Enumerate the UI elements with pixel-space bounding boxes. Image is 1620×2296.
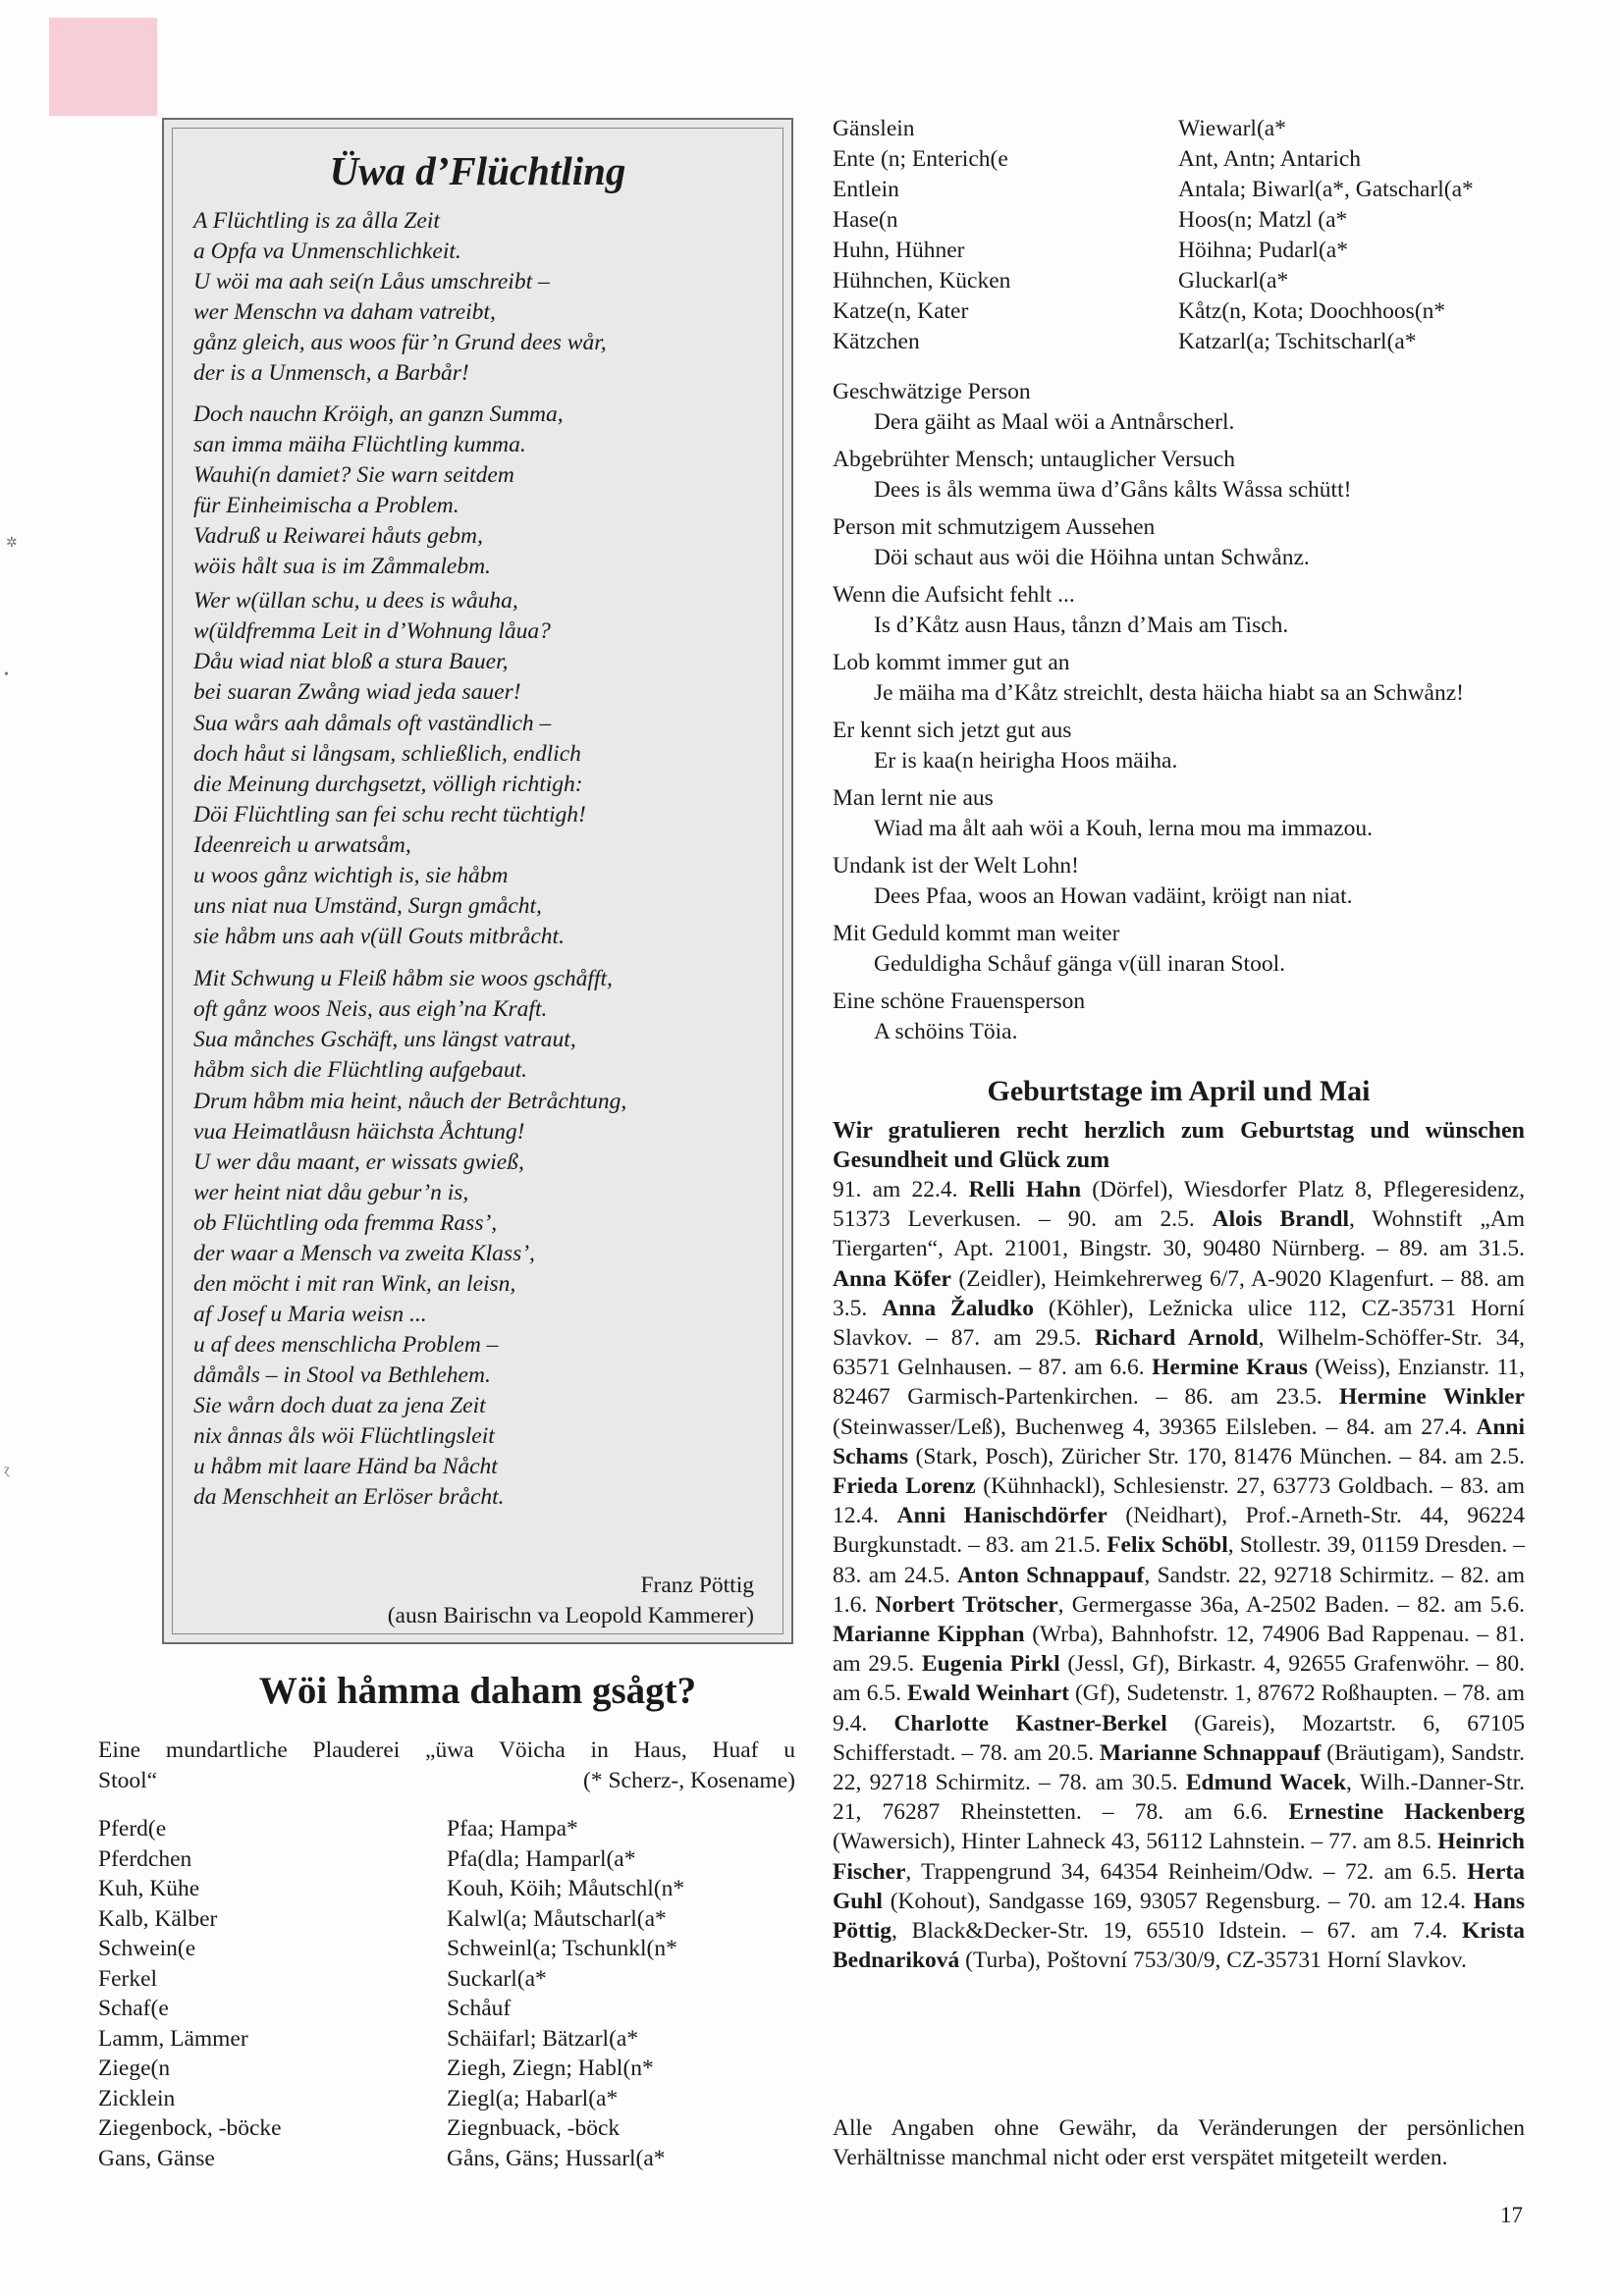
birthday-name: Krista Bednariková (833, 1918, 1525, 1974)
poem-line: Sua månches Gschäft, uns längst vatraut, (193, 1027, 576, 1052)
word-pair (833, 329, 1525, 359)
birthday-date: 87. am 6.6. (1038, 1355, 1153, 1381)
margin-mark: • (4, 667, 9, 682)
poem-line: u woos gånz wichtigh is, sie håbm (193, 863, 509, 888)
birthday-name: Heinrich Fischer (833, 1829, 1525, 1885)
saying-meaning: Person mit schmutzigem Aussehen (833, 514, 1156, 540)
birthday-date: 77. am 8.5. (1328, 1829, 1438, 1855)
poem-line: u håbm mit laare Händ ba Nåcht (193, 1454, 498, 1479)
birthday-date: 89. am 31.5. (1399, 1236, 1525, 1262)
birthday-address: (Neidhart), Prof.-Arneth-Str. 44, 96224 Burgkunstadt. – (833, 1503, 1526, 1559)
dialect-word: Kouh, Köih; Måutschl(n* (447, 1876, 685, 1901)
saying-dialect: Dees Pfaa, woos an Howan vadäint, kröigt nan niat. (874, 883, 1353, 909)
dialect-word: Schweinl(a; Tschunkl(n* (447, 1936, 677, 1961)
poem-line: w(üldfremma Leit in d’Wohnung låua? (193, 618, 551, 644)
birthday-name: Anni Schams (833, 1414, 1526, 1469)
poem-line: die Meinung durchgsetzt, völligh richtigh: (193, 772, 583, 797)
word-pair (98, 2026, 795, 2056)
dialect-word: Hoos(n; Matzl (a* (1178, 207, 1348, 233)
poem-box (162, 118, 793, 1644)
saying-meaning: Eine schöne Frauensperson (833, 988, 1086, 1014)
word-pairs-right (833, 116, 1525, 359)
poem-line: Sua wårs aah dåmals oft vaständlich – (193, 711, 552, 736)
dialect-word: Katzarl(a; Tschitscharl(a* (1178, 329, 1417, 354)
birthday-date: 84. am 2.5. (1418, 1443, 1525, 1469)
poem-line: gånz gleich, aus woos für’n Grund dees wår, (193, 330, 607, 355)
birthday-name: Richard Arnold (1095, 1325, 1259, 1352)
birthday-name: Hans Pöttig (833, 1888, 1525, 1945)
saying-dialect: Er is kaa(n heirigha Hoos mäiha. (874, 748, 1178, 774)
word-pair (98, 2086, 795, 2116)
poem-line: Döi Flüchtling san fei schu recht tüchtigh! (193, 802, 586, 828)
birthday-date: 91. am 22.4. (833, 1177, 969, 1202)
poem-line: Wer w(üllan schu, u dees is wåuha, (193, 588, 518, 614)
word-pair (98, 1846, 795, 1877)
poem-line: Doch nauchn Kröigh, an ganzn Summa, (193, 401, 564, 427)
saying (833, 987, 1525, 1047)
birthday-address: , Wilhelm-Schöffer-Str. 34, 63571 Gelnhausen. – (833, 1325, 1526, 1381)
standard-word: Ziegenbock, -böcke (98, 2115, 282, 2141)
birthday-date: 88. am 3.5. (833, 1265, 1526, 1321)
birthday-name: Anna Köfer (833, 1265, 951, 1292)
birthday-address: , Germergasse 36a, A-2502 Baden. – (1057, 1591, 1418, 1618)
standard-word: Schwein(e (98, 1936, 196, 1961)
standard-word: Lamm, Lämmer (98, 2025, 248, 2052)
poem-line: san imma mäiha Flüchtling kumma. (193, 432, 526, 457)
saying-meaning: Lob kommt immer gut an (833, 650, 1070, 675)
word-pair (98, 1906, 795, 1937)
word-pair (98, 1966, 795, 1997)
birthday-name: Marianne Kipphan (833, 1622, 1025, 1648)
poem-line: dåmåls – in Stool va Bethlehem. (193, 1362, 491, 1388)
birthday-address: , Trappengrund 34, 64354 Reinheim/Odw. – (905, 1858, 1345, 1885)
birthday-name: Edmund Wacek (1185, 1770, 1347, 1796)
dialect-word: Kåtz(n, Kota; Doochhoos(n* (1178, 298, 1446, 324)
saying-dialect: Je mäiha ma d’Kåtz streichlt, desta häicha hiabt sa an Schwånz! (874, 680, 1464, 706)
poem-line: wer heint niat dåu gebur’n is, (193, 1180, 469, 1205)
standard-word: Pferd(e (98, 1816, 167, 1842)
standard-word: Entlein (833, 177, 899, 202)
birthday-address: (Jessl, Gf), Birkastr. 4, 92655 Grafenwöhr. – (1059, 1651, 1496, 1678)
dialect-word: Ziegh, Ziegn; Habl(n* (447, 2056, 654, 2081)
birthday-date: 78. am 9.4. (833, 1681, 1525, 1736)
saying-dialect: Dera gäiht as Maal wöi a Antnårscherl. (874, 409, 1235, 435)
poem-line: nix ånnas åls wöi Flüchtlingsleit (193, 1423, 495, 1449)
birthday-list (833, 1175, 1525, 1975)
standard-word: Hühnchen, Kücken (833, 268, 1011, 294)
poem-stanza (193, 964, 613, 1086)
word-pair (833, 146, 1525, 177)
word-pair (98, 1816, 795, 1846)
dialect-word: Gluckarl(a* (1178, 268, 1289, 294)
saying-meaning: Geschwätzige Person (833, 379, 1031, 404)
poem-line: Dåu wiad niat bloß a stura Bauer, (193, 649, 509, 674)
birthday-name: Anni Hanischdörfer (896, 1503, 1107, 1529)
birthday-date: 78. am 20.5. (979, 1739, 1101, 1766)
poem-line: vua Heimatlåusn häichsta Åchtung! (193, 1119, 525, 1145)
poem-line: wer Menschn va daham vatreibt, (193, 299, 496, 325)
poem-line: Ideenreich u arwatsåm, (193, 832, 411, 858)
page-number: 17 (1500, 2203, 1523, 2227)
intro-note: (* Scherz-, Kosename) (583, 1768, 795, 1793)
birthday-date: 83. am 24.5. (833, 1562, 958, 1588)
birthday-title: Geburtstage im April und Mai (987, 1075, 1371, 1107)
birthday-address: (Weiss), Enzianstr. 11, 82467 Garmisch-Partenkirchen. – (833, 1355, 1526, 1411)
poem-line: für Einheimischa a Problem. (193, 493, 459, 518)
birthday-date: 86. am 23.5. (1184, 1384, 1340, 1411)
poem-stanza (193, 586, 551, 708)
birthday-address: (Köhler), Ležnicka ulice 112, CZ-35731 Horní Slavkov. – (833, 1295, 1525, 1352)
birthday-name: Anton Schnappauf (957, 1562, 1145, 1588)
word-pair (98, 1876, 795, 1906)
birthday-date: 82. am 1.6. (833, 1562, 1526, 1618)
saying-dialect: Döi schaut aus wöi die Höihna untan Schwånz. (874, 545, 1310, 570)
poem-line: da Menschheit an Erlöser bråcht. (193, 1484, 505, 1510)
dialect-word: Ant, Antn; Antarich (1178, 146, 1362, 172)
poem-line: Wauhi(n damiet? Sie warn seitdem (193, 462, 514, 488)
birthday-address: (Gf), Sudetenstr. 1, 87672 Roßhaupten. – (1068, 1681, 1462, 1707)
birthday-name: Anna Žaludko (882, 1295, 1034, 1321)
poem-title: Üwa d’Flüchtling (329, 148, 626, 193)
standard-word: Katze(n, Kater (833, 298, 969, 324)
standard-word: Ente (n; Enterich(e (833, 146, 1008, 172)
poem-line: uns niat nua Umständ, Surgn gmåcht, (193, 893, 542, 919)
birthday-address: (Steinwasser/Leß), Buchenweg 4, 39365 Eilsleben. – (833, 1414, 1347, 1440)
poem-stanza (193, 1087, 626, 1513)
poem-line: u af dees menschlicha Problem – (193, 1332, 499, 1358)
birthday-address: , Sandstr. 22, 92718 Schirmitz. – (1144, 1562, 1461, 1588)
sayings-list (833, 377, 1525, 1054)
intro-left: Stool“ (98, 1768, 158, 1793)
poem-stanza (193, 709, 586, 952)
word-pair (833, 268, 1525, 298)
birthday-name: Norbert Trötscher (875, 1591, 1058, 1618)
birthday-date: 84. am 27.4. (1346, 1414, 1477, 1440)
saying-meaning: Abgebrühter Mensch; untauglicher Versuch (833, 447, 1236, 472)
poem-line: der is a Unmensch, a Barbår! (193, 360, 469, 386)
birthday-name: Alois Brandl (1212, 1206, 1349, 1233)
poem-line: A Flüchtling is za ålla Zeit (193, 208, 440, 234)
saying-dialect: Wiad ma ålt aah wöi a Kouh, lerna mou ma immazou. (874, 816, 1374, 841)
poem-line: Mit Schwung u Fleiß håbm sie woos gschåfft, (193, 966, 613, 991)
saying (833, 783, 1525, 844)
margin-mark: ✲ (6, 536, 18, 551)
dialect-word: Schäifarl; Bätzarl(a* (447, 2025, 639, 2052)
poem-line: der waar a Mensch va zweita Klass’, (193, 1241, 535, 1266)
standard-word: Pferdchen (98, 1845, 192, 1872)
word-pair (98, 1936, 795, 1966)
birthday-date: 72. am 6.5. (1344, 1858, 1468, 1885)
birthday-address: (Turba), Poštovní 753/30/9, CZ-35731 Horní Slavkov. (959, 1948, 1467, 1974)
poem-line: Drum håbm mia heint, nåuch der Betråchtung, (193, 1089, 627, 1114)
standard-word: Schaf(e (98, 1996, 169, 2021)
standard-word: Ferkel (98, 1965, 158, 1992)
poem-line: Sie wårn doch duat za jena Zeit (193, 1393, 486, 1418)
standard-word: Huhn, Hühner (833, 238, 965, 263)
birthday-address: , Wilh.-Danner-Str. 21, 76287 Rheinstetten. – (833, 1770, 1525, 1826)
birthday-date: 70. am 12.4. (1347, 1888, 1474, 1914)
saying (833, 445, 1525, 506)
saying-dialect: A schöins Töia. (874, 1019, 1018, 1044)
poem-line: den möcht i mit ran Wink, an leisn, (193, 1271, 516, 1297)
birthday-name: Charlotte Kastner-Berkel (893, 1710, 1167, 1736)
poem-line: af Josef u Maria weisn ... (193, 1302, 427, 1327)
birthday-date: 78. am 6.6. (1134, 1799, 1289, 1826)
poem-credit (388, 1571, 754, 1631)
standard-word: Hase(n (833, 207, 898, 233)
saying (833, 919, 1525, 980)
birthday-address: (Gareis), Mozartstr. 6, 67105 Schifferstadt. – (833, 1710, 1526, 1766)
birthday-footer: Alle Angaben ohne Gewähr, da Veränderungen der persönlichen Verhältnisse manchmal nicht oder erst verspätet mitgeteilt werden. (833, 2115, 1525, 2170)
birthday-date: 81. am 29.5. (833, 1622, 1526, 1678)
saying-dialect: Is d’Kåtz ausn Haus, tånzn d’Mais am Tisch. (874, 613, 1289, 638)
birthday-date: 90. am 2.5. (1067, 1206, 1213, 1233)
saying (833, 580, 1525, 641)
birthday-address: , Wohnstift „Am Tiergarten“, Apt. 21001, Bingstr. 30, 90480 Nürnberg. – (833, 1206, 1526, 1262)
birthday-entry (986, 1532, 1525, 1558)
birthday-address: (Wrba), Bahnhofstr. 12, 74906 Bad Rappenau. – (1024, 1622, 1496, 1648)
birthday-name: Eugenia Pirkl (921, 1651, 1060, 1678)
dialect-word: Suckarl(a* (447, 1965, 547, 1992)
standard-word: Gänslein (833, 116, 915, 141)
birthday-address: (Bräutigam), Sandstr. 22, 92718 Schirmitz. – (833, 1739, 1525, 1796)
poem-line: oft gånz woos Neis, aus eigh’na Kraft. (193, 996, 548, 1022)
word-pair (833, 238, 1525, 268)
birthday-date: 67. am 7.4. (1326, 1918, 1463, 1945)
dialect-word: Ziegl(a; Habarl(a* (447, 2085, 619, 2111)
saying-meaning: Undank ist der Welt Lohn! (833, 853, 1079, 879)
birthday-date: 87. am 29.5. (950, 1325, 1096, 1352)
word-pair (833, 116, 1525, 146)
birthday-date: 83. am 21.5. (985, 1532, 1107, 1559)
birthday-date: 82. am 5.6. (1417, 1591, 1525, 1618)
saying-meaning: Wenn die Aufsicht fehlt ... (833, 582, 1075, 608)
word-pair (833, 207, 1525, 238)
birthday-name: Relli Hahn (968, 1177, 1082, 1202)
saying-meaning: Man lernt nie aus (833, 785, 994, 811)
saying-meaning: Mit Geduld kommt man weiter (833, 921, 1120, 946)
margin-mark: ɀ (4, 1463, 11, 1477)
poem-line: doch håut si långsam, schließlich, endlich (193, 741, 581, 767)
dialect-word: Pfaa; Hampa* (447, 1816, 578, 1842)
saying-dialect: Geduldigha Schåuf gänga v(üll inaran Stool. (874, 951, 1285, 977)
dialect-word: Wiewarl(a* (1178, 116, 1286, 141)
intro-line: Eine mundartliche Plauderei „üwa Vöicha in Haus, Huaf u (98, 1737, 795, 1763)
intro-line (98, 1766, 795, 1796)
standard-word: Kuh, Kühe (98, 1876, 200, 1901)
standard-word: Gans, Gänse (98, 2145, 215, 2171)
section-intro (98, 1735, 795, 1796)
word-pairs-left (98, 1816, 795, 2175)
birthday-name: Ernestine Hackenberg (1288, 1799, 1525, 1826)
saying (833, 851, 1525, 912)
poem-author: Franz Pöttig (640, 1573, 754, 1598)
word-pair (98, 2146, 795, 2176)
saying-meaning: Er kennt sich jetzt gut aus (833, 718, 1072, 743)
word-pair (833, 298, 1525, 329)
poem-line: wöis hålt sua is im Zåmmalebm. (193, 554, 491, 579)
standard-word: Kätzchen (833, 329, 920, 354)
poem-translation: (ausn Bairischn va Leopold Kammerer) (387, 1603, 754, 1629)
saying-dialect: Dees is åls wemma üwa d’Gåns kålts Wåssa schütt! (874, 477, 1352, 503)
word-pair (98, 1996, 795, 2026)
birthday-name: Felix Schöbl (1107, 1532, 1228, 1559)
saying (833, 716, 1525, 776)
birthday-address: (Kühnhackl), Schlesienstr. 27, 63773 Goldbach. – (975, 1473, 1461, 1500)
birthday-date: 80. am 6.5. (833, 1651, 1526, 1707)
birthday-address: (Stark, Posch), Züricher Str. 170, 81476 München. – (908, 1443, 1419, 1469)
poem-stanza (193, 400, 564, 582)
dialect-word: Höihna; Pudarl(a* (1178, 238, 1348, 263)
birthday-name: Marianne Schnappauf (1100, 1739, 1322, 1766)
poem-stanza (193, 206, 607, 389)
birthday-date: 78. am 30.5. (1058, 1770, 1186, 1796)
birthday-name: Ewald Weinhart (907, 1681, 1069, 1707)
birthday-date: 83. am 12.4. (833, 1473, 1525, 1529)
birthday-name: Herta Guhl (833, 1858, 1526, 1914)
birthday-address: (Zeidler), Heimkehrerweg 6/7, A-9020 Klagenfurt. – (951, 1265, 1461, 1292)
dialect-word: Antala; Biwarl(a*, Gatscharl(a* (1178, 177, 1474, 202)
poem-line: sie håbm uns aah v(üll Gouts mitbråcht. (193, 924, 565, 949)
dialect-word: Ziegnbuack, -böck (447, 2115, 621, 2141)
poem-line: U wöi ma aah sei(n Låus umschreibt – (193, 269, 550, 294)
poem-line: a Opfa va Unmenschlichkeit. (193, 239, 461, 264)
word-pair (98, 2056, 795, 2086)
word-pair (98, 2115, 795, 2146)
standard-word: Kalb, Kälber (98, 1905, 218, 1932)
dialect-word: Kalwl(a; Måutscharl(a* (447, 1905, 667, 1932)
poem-line: ob Flüchtling oda fremma Rass’, (193, 1210, 498, 1236)
poem-line: Vadruß u Reiwarei håuts gebm, (193, 523, 483, 549)
birthday-name: Hermine Winkler (1339, 1384, 1525, 1411)
saying (833, 512, 1525, 573)
poem-line: bei suaran Zwång wiad jeda sauer! (193, 679, 521, 705)
poem-line: U wer dåu maant, er wissats gwieß, (193, 1149, 524, 1175)
birthday-name: Hermine Kraus (1152, 1355, 1308, 1381)
birthday-entry (833, 1563, 1461, 1588)
dialect-word: Schåuf (447, 1996, 512, 2021)
saying (833, 377, 1525, 438)
standard-word: Ziege(n (98, 2056, 171, 2081)
word-pair (833, 177, 1525, 207)
birthday-name: Frieda Lorenz (833, 1473, 976, 1500)
birthday-address: , Black&Decker-Str. 19, 65510 Idstein. – (891, 1918, 1327, 1945)
poem-line: håbm sich die Flüchtling aufgebaut. (193, 1057, 528, 1083)
pink-sticky-note (49, 18, 157, 116)
birthday-address: , Stollestr. 39, 01159 Dresden. – (1227, 1532, 1525, 1559)
saying (833, 648, 1525, 709)
birthday-address: (Wawersich), Hinter Lahneck 43, 56112 Lahnstein. – (833, 1829, 1329, 1855)
birthday-address: (Kohout), Sandgasse 169, 93057 Regensburg. – (882, 1888, 1348, 1914)
dialect-word: Gåns, Gäns; Hussarl(a* (447, 2145, 666, 2171)
dialect-word: Pfa(dla; Hamparl(a* (447, 1845, 636, 1872)
birthday-intro: Wir gratulieren recht herzlich zum Geburtstag und wünschen Gesundheit und Glück zum (833, 1118, 1525, 1173)
birthday-address: (Dörfel), Wiesdorfer Platz 8, Pflegeresidenz, 51373 Leverkusen. – (833, 1177, 1525, 1233)
standard-word: Zicklein (98, 2085, 176, 2111)
section-title: Wöi håmma daham gsågt? (258, 1670, 697, 1712)
